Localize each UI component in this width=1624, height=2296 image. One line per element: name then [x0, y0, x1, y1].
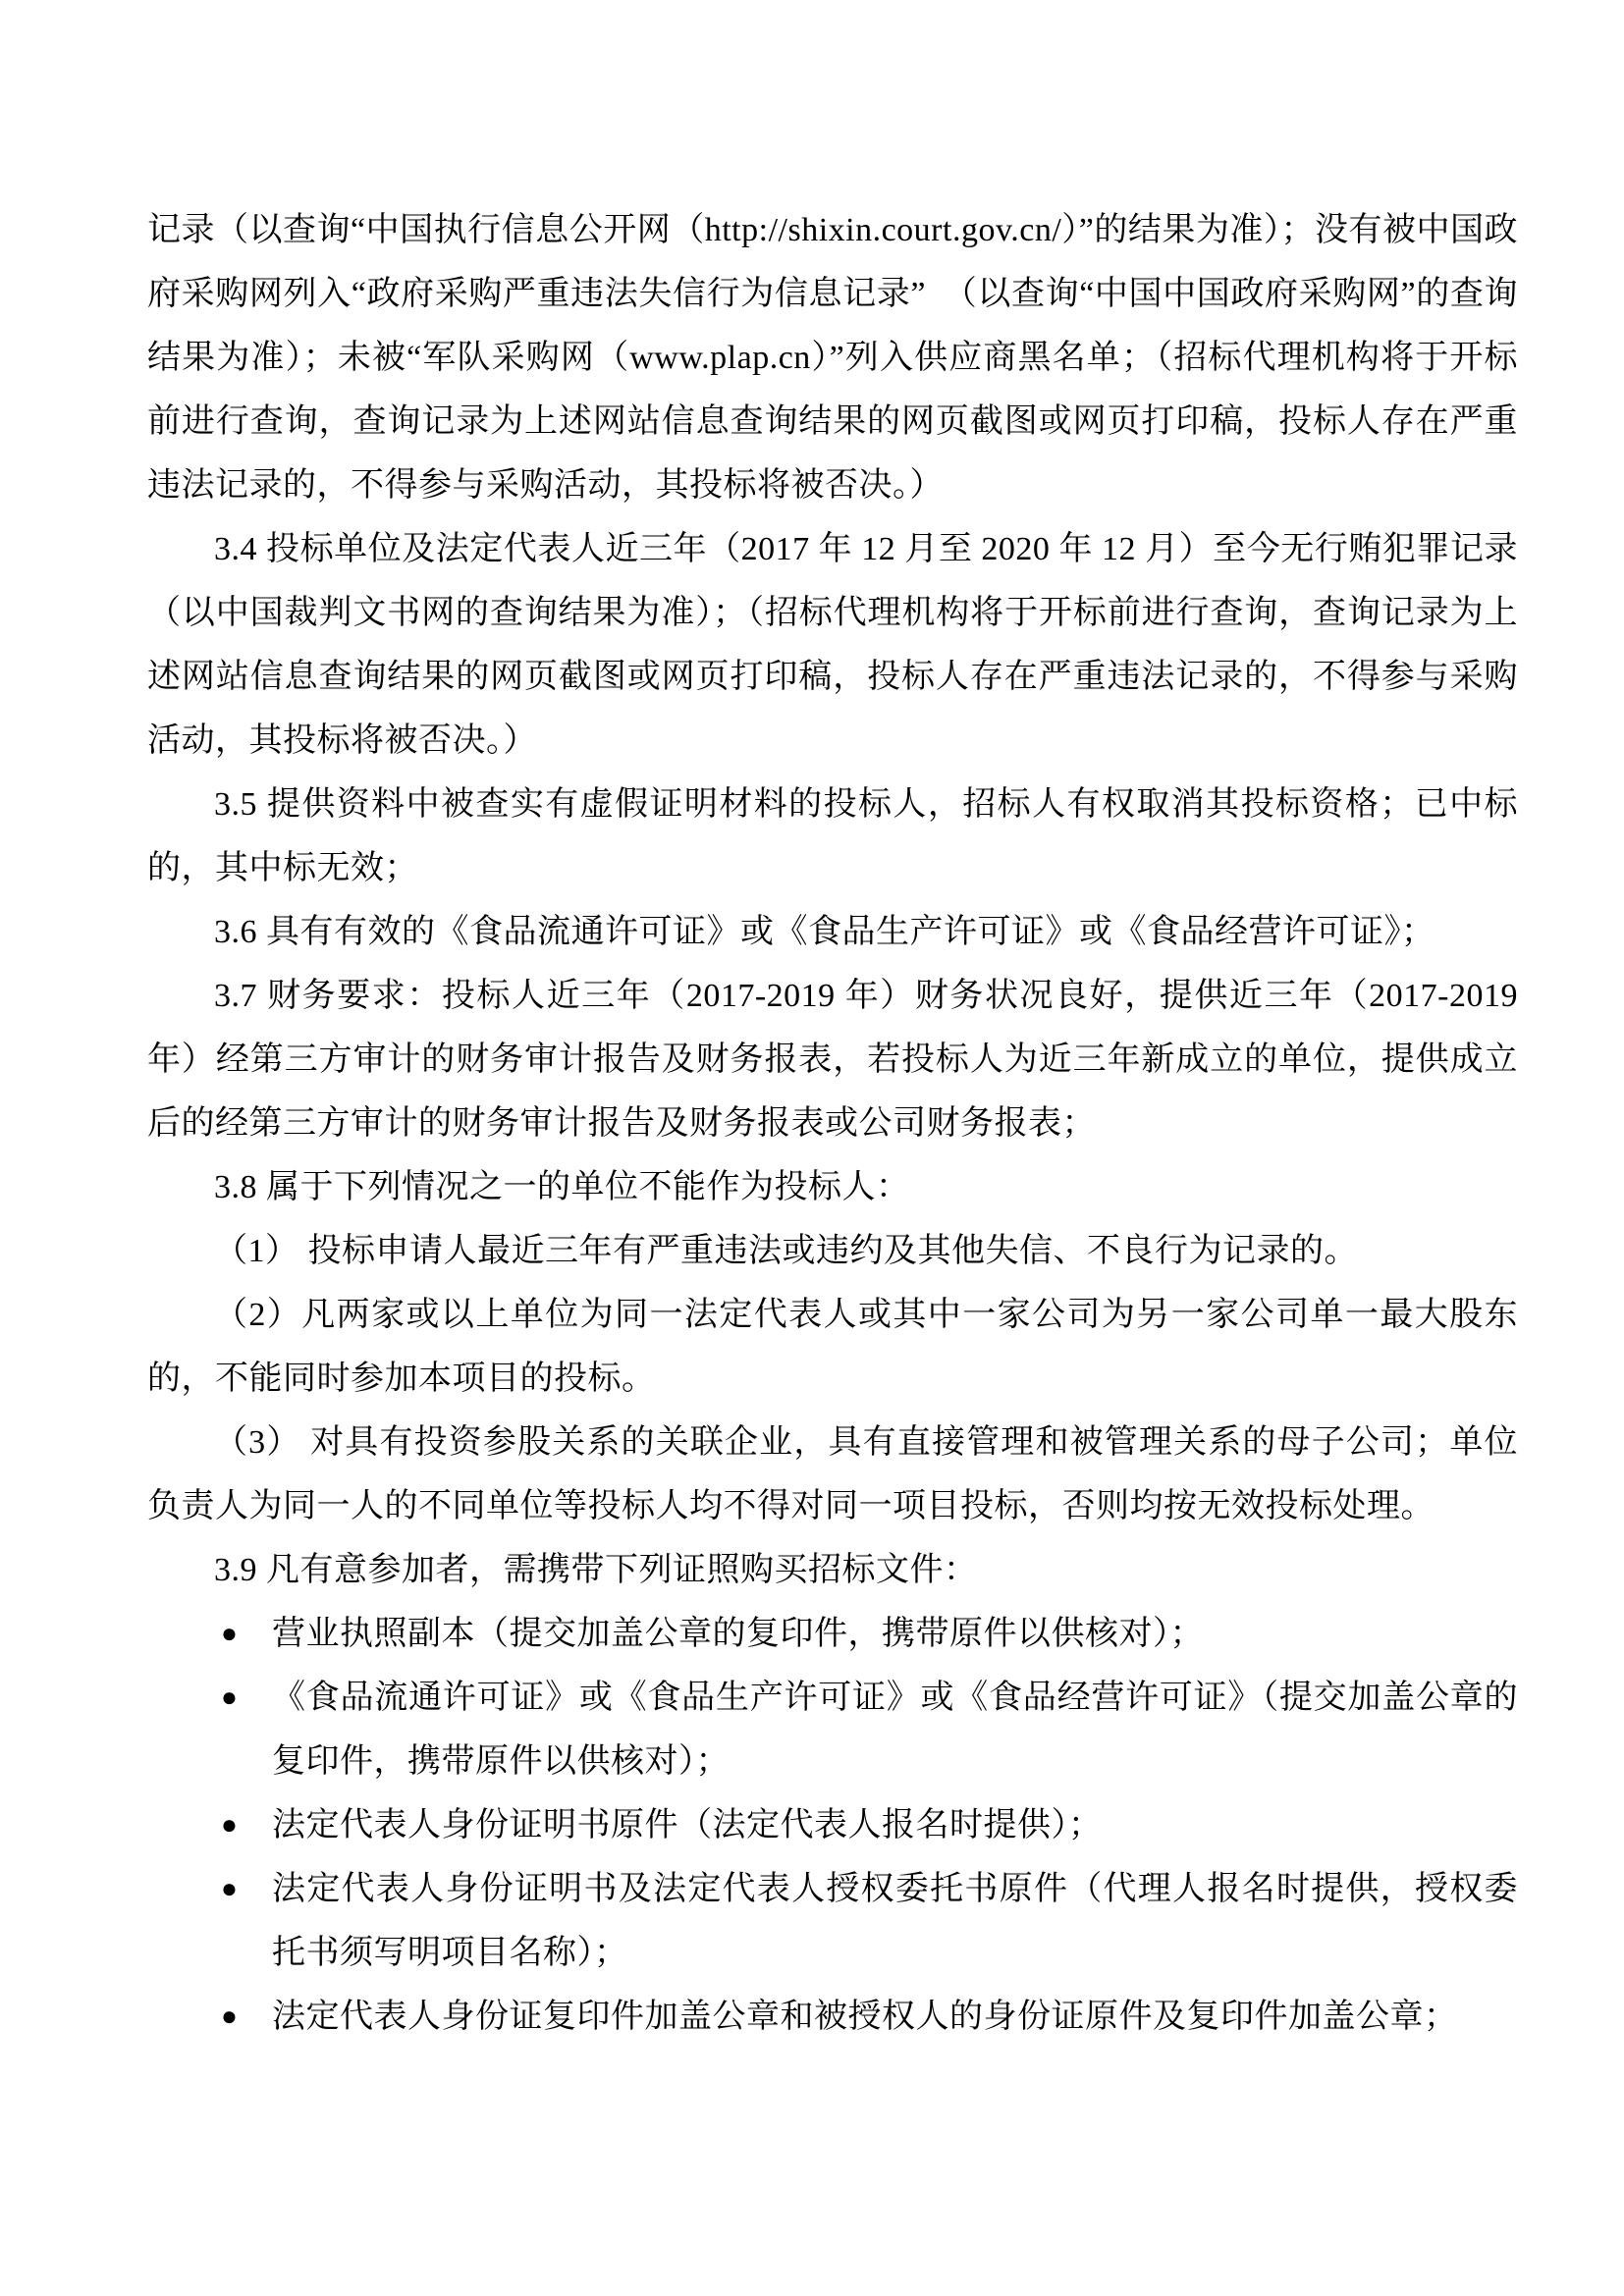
bullet-icon: ●: [221, 1682, 239, 1713]
paragraph: 3.6 具有有效的《食品流通许可证》或《食品生产许可证》或《食品经营许可证》；: [214, 914, 1435, 950]
paragraph: 3.8 属于下列情况之一的单位不能作为投标人：: [214, 1169, 910, 1205]
bullet-icon: ●: [221, 1810, 239, 1841]
bullet-item: [147, 1602, 1518, 1666]
bullet-text: 法定代表人身份证明书原件（法定代表人报名时提供）；: [272, 1807, 1103, 1843]
paragraph: （1） 投标申请人最近三年有严重违法或违约及其他失信、不良行为记录的。: [214, 1233, 1358, 1269]
paragraph: 3.9 凡有意参加者，需携带下列证照购买招标文件：: [214, 1552, 978, 1588]
bullet-item: [147, 1985, 1518, 2049]
bullet-item: [147, 1793, 1518, 1857]
bullet-icon: ●: [221, 1619, 239, 1649]
paragraph: （2）凡两家或以上单位为同一法定代表人或其中一家公司为另一家公司单一最大股东的，不能同时参加本项目的投标。: [147, 1297, 1518, 1397]
bullet-item: [147, 1666, 1518, 1793]
bullet-icon: ●: [221, 1874, 239, 1904]
paragraph: 3.4 投标单位及法定代表人近三年（2017 年 12 月至 2020 年 12 月）至今无行贿犯罪记录（以中国裁判文书网的查询结果为准）；（招标代理机构将于开标前进行查询，查询记录为上述网站信息查询结果的网页截图或网页打印稿，投标人存在严重违法记录的，不得参与采购活动，其投标将被否决。）: [147, 531, 1518, 759]
paragraph: 3.7 财务要求：投标人近三年（2017-2019 年）财务状况良好，提供近三年（2017-2019 年）经第三方审计的财务审计报告及财务报表，若投标人为近三年新成立的单位，提供成立后的经第三方审计的财务审计报告及财务报表或公司财务报表；: [147, 978, 1518, 1142]
document-body: [147, 198, 1518, 2049]
bullet-icon: ●: [221, 2002, 239, 2032]
bullet-text: 营业执照副本（提交加盖公章的复印件，携带原件以供核对）；: [272, 1616, 1204, 1652]
bullet-item: [147, 1857, 1518, 1985]
bullet-text: 法定代表人身份证复印件加盖公章和被授权人的身份证原件及复印件加盖公章；: [272, 1999, 1458, 2035]
paragraph: 记录（以查询“中国执行信息公开网（http://shixin.court.gov.cn/）”的结果为准）；没有被中国政府采购网列入“政府采购严重违法失信行为信息记录” （以查询“中国中国政府采购网”的查询结果为准）；未被“军队采购网（www.plap.cn）”列入供应商黑名单；（招标代理机构将于开标前进行查询，查询记录为上述网站信息查询结果的网页截图或网页打印稿，投标人存在严重违法记录的，不得参与采购活动，其投标将被否决。）: [147, 212, 1518, 504]
paragraph: （3） 对具有投资参股关系的关联企业，具有直接管理和被管理关系的母子公司；单位负责人为同一人的不同单位等投标人均不得对同一项目投标，否则均按无效投标处理。: [147, 1424, 1518, 1524]
paragraph: 3.5 提供资料中被查实有虚假证明材料的投标人，招标人有权取消其投标资格；已中标的，其中标无效；: [147, 786, 1518, 886]
bullet-text: 《食品流通许可证》或《食品生产许可证》或《食品经营许可证》（提交加盖公章的复印件，携带原件以供核对）；: [272, 1680, 1518, 1780]
bullet-text: 法定代表人身份证明书及法定代表人授权委托书原件（代理人报名时提供，授权委托书须写明项目名称）；: [272, 1871, 1518, 1971]
